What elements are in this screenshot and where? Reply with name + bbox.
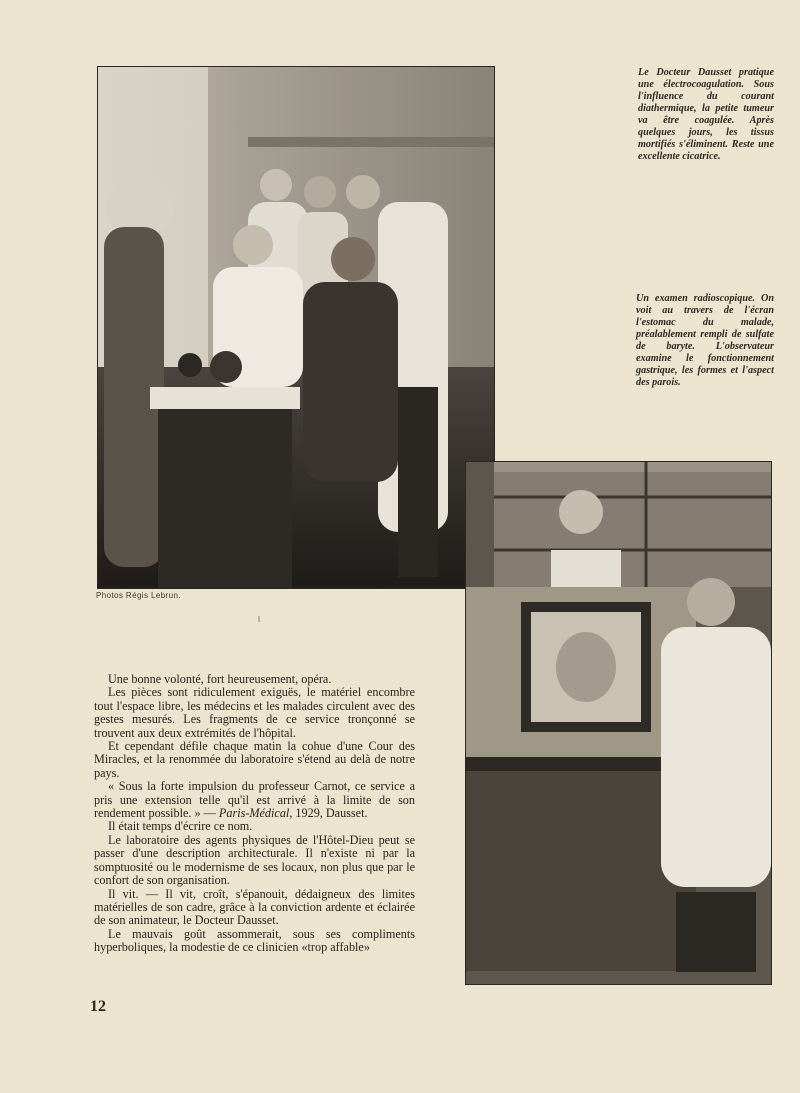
paragraph-2: Les pièces sont ridiculement exiguës, le matériel encombre tout l'espace libre, les médecins et les malades circulent avec des gestes mesurés. Les fragments de ce service tronçonné se trouvent aux deux extrémités de l'hôpital. — [94, 685, 415, 740]
paragraph-7: Il vit. — Il vit, croît, s'épanouit, dédaigneux des limites matérielles de son cadre, grâce à la conviction ardente et éclairée de son animateur, le Docteur Dausset. — [94, 886, 415, 928]
quote-text: « Sous la forte impulsion du professeur Carnot, ce service a pris une extension telle qu'il est arrivé à la limite de son rendement possible. » — — [94, 779, 415, 821]
paragraph-1: Une bonne volonté, fort heureusement, opéra. — [108, 672, 332, 686]
paragraph-6: Le laboratoire des agents physiques de l'Hôtel-Dieu peut se passer d'une description architecturale. Il n'existe ni par la somptuosité ou le modernisme de ses locaux, non plus que par le confort de son organisation. — [94, 832, 415, 888]
print-mark — [258, 616, 260, 622]
paragraph-4 — [94, 780, 415, 820]
page-number: 12 — [90, 998, 106, 1015]
article-body — [94, 673, 415, 955]
photo-credit: Photos Régis Lebrun. — [96, 591, 181, 600]
photo-electrocoagulation-image — [98, 67, 494, 588]
quote-tail: , 1929, Dausset. — [289, 806, 368, 821]
paragraph-3: Et cependant défile chaque matin la cohue d'une Cour des Miracles, et la renommée du laboratoire s'étend au delà de notre pays. — [94, 739, 415, 780]
paragraph-8: Le mauvais goût assommerait, sous ses compliments hyperboliques, la modestie de ce clinicien «trop affable» — [94, 926, 415, 955]
caption-electrocoagulation: Le Docteur Dausset pratique une électrocoagulation. Sous l'influence du courant diathermique, la petite tumeur va être coagulée. Après quelques jours, les tissus mortifiés s'éliminent. Reste une excellente cicatrice. — [638, 67, 774, 162]
photo-radioscopy-image — [466, 462, 771, 984]
quote-source: Paris-Médical — [218, 806, 290, 821]
caption-radioscopy: Un examen radioscopique. On voit au travers de l'écran l'estomac du malade, préalablement rempli de sulfate de baryte. L'observateur examine le fonctionnement gastrique, les formes et l'aspect des parois. — [636, 293, 774, 388]
paragraph-5: Il était temps d'écrire ce nom. — [108, 819, 253, 834]
photo-radioscopy — [465, 461, 772, 985]
photo-electrocoagulation — [97, 66, 495, 589]
